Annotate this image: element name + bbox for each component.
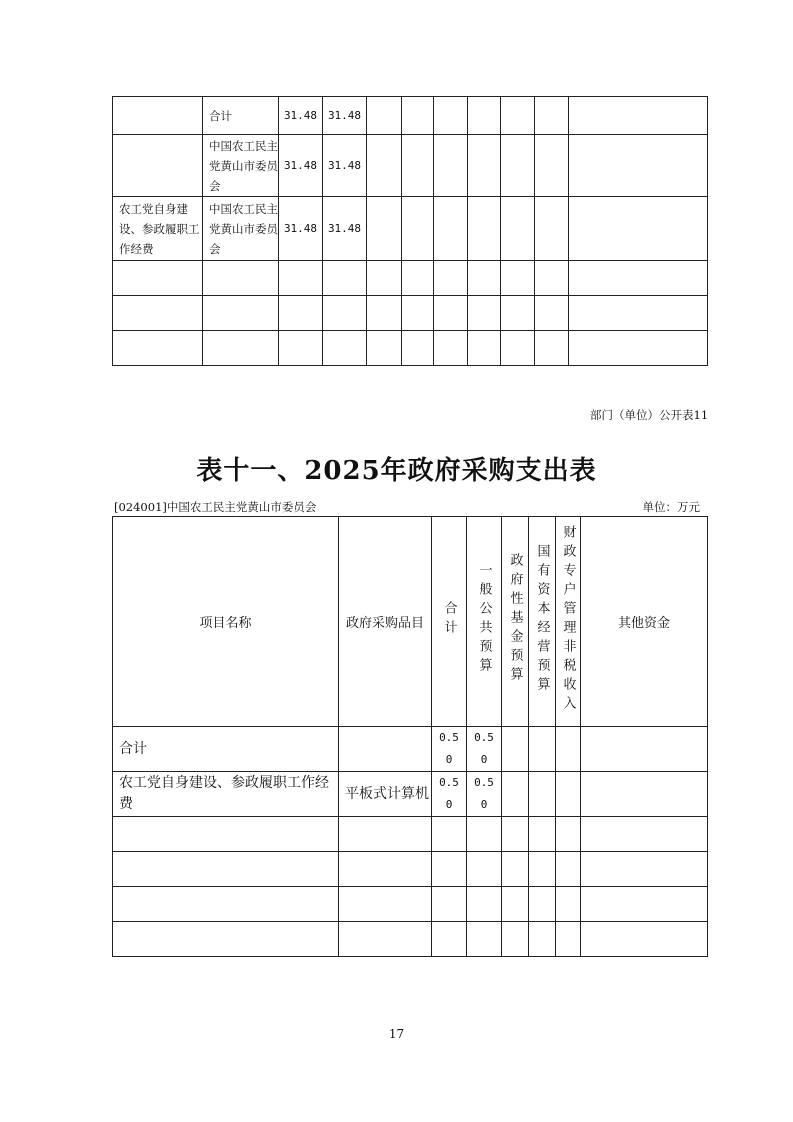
unit-cell: 中国农工民主党黄山市委员会 [203, 135, 279, 197]
header-fund-budget: 政府性基金预算 [502, 517, 529, 727]
table-row [113, 772, 708, 817]
page-title: 表十一、2025年政府采购支出表 [196, 456, 597, 486]
form-number: 部门（单位）公开表11 [590, 408, 709, 422]
item-cell: 平板式计算机 [339, 772, 432, 817]
header-total: 合计 [432, 517, 467, 727]
header-project-name: 项目名称 [113, 517, 339, 727]
project-cell: 合计 [113, 727, 339, 772]
general-cell: 0.50 [467, 772, 502, 817]
total-cell: 0.50 [432, 772, 467, 817]
table-row [113, 197, 708, 261]
empty-row [113, 331, 708, 366]
header-special-account-income: 财政专户管理非税收入 [556, 517, 581, 727]
header-procurement-item: 政府采购品目 [339, 517, 432, 727]
project-cell [113, 97, 203, 135]
general-cell: 0.50 [467, 727, 502, 772]
item-cell [339, 727, 432, 772]
empty-row [113, 922, 708, 957]
empty-row [113, 817, 708, 852]
project-cell [113, 135, 203, 197]
unit-cell: 合计 [203, 97, 279, 135]
page-number: 17 [388, 1027, 405, 1041]
empty-row [113, 296, 708, 331]
value-cell: 31.48 [279, 135, 323, 197]
total-cell: 0.50 [432, 727, 467, 772]
procurement-table [112, 516, 708, 957]
header-other-funds: 其他资金 [581, 517, 708, 727]
department-label: [024001]中国农工民主党黄山市委员会 [114, 500, 317, 514]
value-cell: 31.48 [279, 197, 323, 261]
value-cell: 31.48 [323, 97, 367, 135]
table-row [113, 135, 708, 197]
value-cell: 31.48 [323, 135, 367, 197]
project-cell: 农工党自身建设、参政履职工作经费 [113, 197, 203, 261]
unit-label: 单位：万元 [642, 500, 700, 514]
empty-row [113, 261, 708, 296]
empty-row [113, 887, 708, 922]
header-row [113, 517, 708, 727]
header-general-budget: 一般公共预算 [467, 517, 502, 727]
table-row [113, 97, 708, 135]
value-cell: 31.48 [323, 197, 367, 261]
empty-row [113, 852, 708, 887]
value-cell: 31.48 [279, 97, 323, 135]
table-row [113, 727, 708, 772]
project-cell: 农工党自身建设、参政履职工作经费 [113, 772, 339, 817]
header-state-capital-budget: 国有资本经营预算 [529, 517, 556, 727]
continued-table [112, 96, 708, 366]
unit-cell: 中国农工民主党黄山市委员会 [203, 197, 279, 261]
